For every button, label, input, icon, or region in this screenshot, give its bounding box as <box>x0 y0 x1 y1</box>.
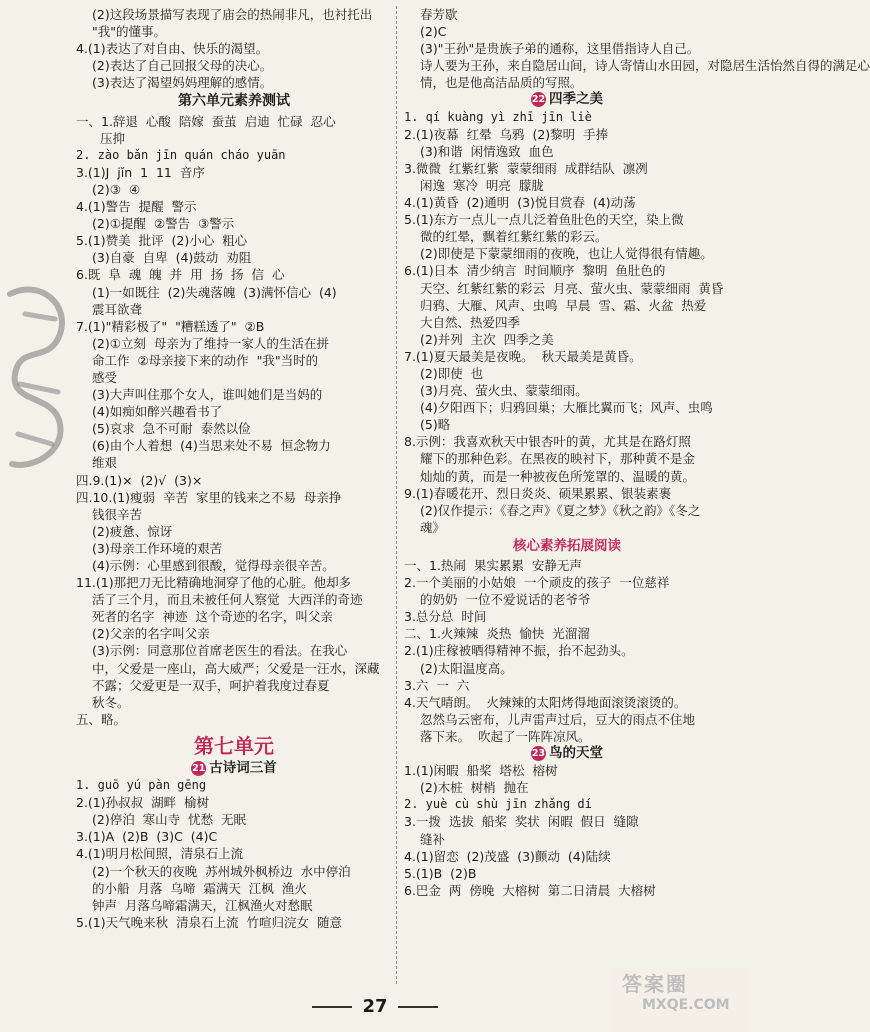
left-answer-line <box>76 694 392 711</box>
lesson-number-badge: 21 <box>192 762 206 774</box>
left-answer-line <box>76 642 392 659</box>
right-answer-line <box>404 745 730 762</box>
line-text: 2.(1)孙叔叔 湖畔 榆树 <box>76 795 210 811</box>
right-answer-line <box>404 608 730 625</box>
line-text: (3)大声叫住那个女人，谁叫她们是当妈的 <box>92 387 323 403</box>
line-text: (1)一如既往 (2)失魂落魄 (3)满怀信心 (4) <box>92 284 337 300</box>
right-answer-line <box>404 882 730 899</box>
line-text: 钟声 月落乌啼霜满天，江枫渔火对愁眠 <box>92 897 313 913</box>
line-text: (2)并列 主次 四季之美 <box>420 331 554 347</box>
line-text: (3)示例：同意那位首席老医生的看法。在我心 <box>92 643 348 659</box>
line-text: 感受 <box>92 369 118 385</box>
watermark-url: MXQE.COM <box>642 997 730 1013</box>
left-answer-line <box>76 147 392 164</box>
line-text: 3.微微 红紫红紫 蒙蒙细雨 成群结队 凛冽 <box>404 160 648 176</box>
right-answer-line <box>404 126 730 143</box>
line-text: 4.(1)黄昏 (2)通明 (3)悦目赏春 (4)动荡 <box>404 195 636 211</box>
line-text: (4)夕阳西下；归鸦回巢；大雁比翼而飞；风声、虫鸣 <box>420 400 713 416</box>
right-answer-line <box>404 711 730 728</box>
line-text: 忽然乌云密布，儿声雷声过后，豆大的雨点不住地 <box>420 711 696 727</box>
right-answer-line <box>404 536 730 557</box>
line-text: 微的红晕，飘着红紫红紫的彩云。 <box>420 229 608 245</box>
stamp-graphic <box>0 274 80 484</box>
right-answer-line <box>404 728 730 745</box>
right-answer-line <box>404 865 730 882</box>
line-text: 第六单元素养测试 <box>178 93 290 110</box>
left-answer-line <box>76 897 392 914</box>
right-answer-line <box>404 74 730 91</box>
line-text: 3.(1)J jǐn 1 11 音序 <box>76 164 205 180</box>
line-text: 7.(1)夏天最美是夜晚。 秋天最美是黄昏。 <box>404 348 642 364</box>
line-text: 6.巴金 两 傍晚 大榕树 第二日清晨 大榕树 <box>404 882 656 898</box>
left-answer-line <box>76 760 392 777</box>
line-text: 秋冬。 <box>92 694 130 710</box>
line-text: 魂》 <box>420 519 446 535</box>
left-answer-line <box>76 301 392 318</box>
left-answer-line <box>76 608 392 625</box>
left-answer-line <box>76 828 392 845</box>
left-answer-line <box>76 591 392 608</box>
right-answer-line <box>404 557 730 574</box>
line-text: 11.(1)那把刀无比精确地洞穿了他的心脏。他却多 <box>76 575 352 591</box>
line-text: 诗人要为王孙，来自隐居山间，诗人寄情山水田园，对隐居生活怡然自得的满足心 <box>420 58 870 74</box>
left-answer-line <box>76 57 392 74</box>
left-answer-line <box>76 181 392 198</box>
line-text: (2)木桩 树梢 抛在 <box>420 780 529 796</box>
line-text: (3)自豪 自卑 (4)鼓动 劝阻 <box>92 250 252 266</box>
line-text: 1. qí kuàng yì zhī jīn liè <box>404 109 592 124</box>
right-answer-line <box>404 416 730 433</box>
line-text: 第七单元 <box>194 733 274 758</box>
line-text: 五、略。 <box>76 711 127 727</box>
left-answer-line <box>76 386 392 403</box>
right-answer-line <box>404 331 730 348</box>
line-text: (2)①立刻 母亲为了维持一家人的生活在拼 <box>92 335 329 351</box>
line-text: 归鸦、大雁、风声、虫鸣 早晨 雪、霜、火盆 热爱 <box>420 297 707 313</box>
right-answer-line <box>404 502 730 519</box>
watermark-name: 答案圈 <box>622 972 688 996</box>
right-answer-line <box>404 694 730 711</box>
right-answer-line <box>404 574 730 591</box>
left-answer-line <box>76 369 392 386</box>
line-text: 核心素养拓展阅读 <box>513 537 621 554</box>
right-answer-line <box>404 143 730 160</box>
left-answer-line <box>76 420 392 437</box>
left-answer-line <box>76 625 392 642</box>
left-answer-line <box>76 540 392 557</box>
left-answer-line <box>76 794 392 811</box>
line-text: 2. zào bǎn jīn quán cháo yuān <box>76 147 286 162</box>
line-text: 天空、红紫红紫的彩云 月亮、萤火虫、蒙蒙细雨 黄昏 <box>420 280 724 296</box>
line-text: 大自然、热爱四季 <box>420 314 521 330</box>
right-answer-line <box>404 23 730 40</box>
line-text: 2.(1)夜幕 红晕 乌鸦 (2)黎明 手捧 <box>404 126 609 142</box>
line-text: 闲逸 寒冷 明亮 朦胧 <box>420 177 544 193</box>
right-answer-line <box>404 280 730 297</box>
left-answer-line <box>76 113 392 130</box>
line-text: 5.(1)东方一点儿一点儿泛着鱼肚色的天空，染上微 <box>404 212 684 228</box>
line-text: 四.10.(1)瘦弱 辛苦 家里的钱来之不易 母亲挣 <box>76 489 342 505</box>
line-text: 7.(1)"精彩极了" "糟糕透了" ②B <box>76 318 265 334</box>
right-answer-line <box>404 433 730 450</box>
line-text: (2)①提醒 ②警告 ③警示 <box>92 216 235 232</box>
line-text: 2. yuè cù shù jīn zhǎng dí <box>404 797 592 812</box>
line-text: 4.(1)表达了对自由、快乐的渴望。 <box>76 41 269 57</box>
left-answer-line <box>76 130 392 147</box>
line-text: 4.(1)警告 提醒 警示 <box>76 199 197 215</box>
line-text: (3)"王孙"是贵族子弟的通称，这里借指诗人自己。 <box>420 41 700 57</box>
left-answer-line <box>76 40 392 57</box>
left-column <box>76 6 392 931</box>
line-text: 四季之美 <box>549 91 603 108</box>
line-text: 5.(1)B (2)B <box>404 865 477 881</box>
left-answer-line <box>76 506 392 523</box>
left-answer-line <box>76 472 392 489</box>
line-text: 3.一拨 选拔 船桨 奖状 闲暇 假日 缝隙 <box>404 814 639 830</box>
right-answer-line <box>404 6 730 23</box>
left-answer-line <box>76 677 392 694</box>
right-answer-line <box>404 642 730 659</box>
right-answer-line <box>404 625 730 642</box>
line-text: 4.天气晴朗。 火辣辣的太阳烤得地面滚烫滚烫的。 <box>404 694 687 710</box>
line-text: (4)如痴如醉兴趣看书了 <box>92 404 223 420</box>
right-answer-line <box>404 262 730 279</box>
left-answer-line <box>76 352 392 369</box>
line-text: "我"的懂事。 <box>92 24 166 40</box>
left-answer-line <box>76 232 392 249</box>
right-answer-line <box>404 382 730 399</box>
line-text: (2)C <box>420 24 447 40</box>
line-text: 4.(1)明月松间照，清泉石上流 <box>76 846 244 862</box>
left-answer-line <box>76 74 392 91</box>
right-answer-line <box>404 591 730 608</box>
line-text: 1.(1)闲暇 船桨 塔松 榕树 <box>404 763 558 779</box>
line-text: (2)疲惫、惊讶 <box>92 523 173 539</box>
line-text: 3.(1)A (2)B (3)C (4)C <box>76 829 218 845</box>
line-text: 维艰 <box>92 455 118 471</box>
right-answer-line <box>404 91 730 108</box>
right-answer-line <box>404 160 730 177</box>
line-text: 1. guō yú pàn gēng <box>76 778 207 793</box>
right-answer-line <box>404 57 870 74</box>
line-text: 5.(1)赞美 批评 (2)小心 粗心 <box>76 233 248 249</box>
right-answer-line <box>404 485 730 502</box>
line-text: (2)表达了自己回报父母的决心。 <box>92 58 273 74</box>
right-answer-line <box>404 848 730 865</box>
right-answer-line <box>404 762 730 779</box>
left-answer-line <box>76 215 392 232</box>
line-text: 情，也是他高洁品质的写照。 <box>420 75 583 91</box>
line-text: 的奶奶 一位不爱说话的老爷爷 <box>420 592 591 608</box>
line-text: 震耳欲聋 <box>92 301 143 317</box>
right-answer-line <box>404 399 730 416</box>
column-divider <box>396 6 397 984</box>
line-text: 四.9.(1)× (2)√ (3)× <box>76 472 203 488</box>
line-text: 一、1.辞退 心酸 陪嫁 蚕茧 启迪 忙碌 忍心 <box>76 113 336 129</box>
line-text: 春芳歇 <box>420 7 458 22</box>
line-text: 6.(1)日本 清少纳言 时间顺序 黎明 鱼肚色的 <box>404 263 666 279</box>
left-answer-line <box>76 845 392 862</box>
left-answer-line <box>76 863 392 880</box>
line-text: (2)停泊 寒山寺 忧愁 无眠 <box>92 812 247 828</box>
lesson-number-badge: 23 <box>531 748 546 760</box>
right-answer-line <box>404 519 730 536</box>
line-text: (3)表达了渴望妈妈理解的感情。 <box>92 75 273 91</box>
left-answer-line <box>76 318 392 335</box>
left-answer-line <box>76 284 392 301</box>
left-answer-line <box>76 23 392 40</box>
left-answer-line <box>76 6 392 23</box>
left-answer-line <box>76 914 392 931</box>
left-answer-line <box>76 454 392 471</box>
left-answer-line <box>76 711 392 728</box>
line-text: (2)即使 也 <box>420 365 484 381</box>
site-watermark <box>612 968 750 1032</box>
line-text: (2)这段场景描写表现了庙会的热闹非凡，也衬托出 <box>92 7 373 22</box>
line-text: (2)③ ④ <box>92 181 141 197</box>
left-answer-line <box>76 335 392 352</box>
right-answer-line <box>404 450 730 467</box>
left-answer-line <box>76 403 392 420</box>
left-answer-line <box>76 728 392 760</box>
line-text: 3.六 一 六 <box>404 677 470 693</box>
line-text: 8.示例：我喜欢秋天中银杏叶的黄，尤其是在路灯照 <box>404 434 691 450</box>
left-answer-line <box>76 489 392 506</box>
right-answer-line <box>404 677 730 694</box>
footer-dash-left <box>312 1006 352 1008</box>
line-text: 古诗词三首 <box>209 759 277 776</box>
line-text: (5)略 <box>420 417 451 433</box>
line-text: 缝补 <box>420 831 446 847</box>
line-text: (2)太阳温度高。 <box>420 660 513 676</box>
right-answer-line <box>404 660 730 677</box>
right-answer-line <box>404 348 730 365</box>
right-answer-line <box>404 314 730 331</box>
left-answer-line <box>76 574 392 591</box>
line-text: 4.(1)留恋 (2)茂盛 (3)颤动 (4)陆续 <box>404 848 611 864</box>
left-answer-line <box>76 523 392 540</box>
left-answer-line <box>76 164 392 181</box>
line-text: (2)即使是下蒙蒙细雨的夜晚，也让人觉得很有情趣。 <box>420 246 713 262</box>
line-text: 不露；父爱更是一双手，呵护着我度过春夏 <box>92 677 330 693</box>
left-answer-line <box>76 660 392 677</box>
line-text: (2)一个秋天的夜晚 苏州城外枫桥边 水中停泊 <box>92 863 351 879</box>
right-answer-line <box>404 779 730 796</box>
right-answer-line <box>404 194 730 211</box>
line-text: (2)父亲的名字叫父亲 <box>92 626 210 642</box>
line-text: 2.一个美丽的小姑娘 一个顽皮的孩子 一位慈祥 <box>404 575 670 591</box>
left-answer-line <box>76 91 392 112</box>
line-text: 活了三个月，而且未被任何人察觉 大西洋的奇迹 <box>92 592 363 608</box>
right-answer-line <box>404 228 730 245</box>
left-answer-line <box>76 557 392 574</box>
line-text: 压抑 <box>92 130 125 146</box>
right-answer-line <box>404 109 730 126</box>
right-answer-line <box>404 177 730 194</box>
right-answer-line <box>404 831 730 848</box>
line-text: 命工作 ②母亲接下来的动作 "我"当时的 <box>92 352 319 368</box>
right-answer-line <box>404 813 730 830</box>
line-text: 6.既 阜 魂 魄 并 用 扬 扬 信 心 <box>76 267 285 283</box>
line-text: 2.(1)庄稼被晒得精神不振，抬不起劲头。 <box>404 643 634 659</box>
line-text: (5)哀求 急不可耐 泰然以俭 <box>92 421 251 437</box>
line-text: (3)母亲工作环境的艰苦 <box>92 540 223 556</box>
left-answer-line <box>76 266 392 283</box>
footer-dash-right <box>398 1006 438 1008</box>
line-text: 的小船 月落 乌啼 霜满天 江枫 渔火 <box>92 880 307 896</box>
line-text: (6)由个人着想 (4)当思来处不易 恒念物力 <box>92 438 331 454</box>
left-answer-line <box>76 249 392 266</box>
left-answer-line <box>76 777 392 794</box>
line-text: 灿灿的黄，而是一种被夜色所笼罩的、温暖的黄。 <box>420 468 696 484</box>
right-answer-line <box>404 365 730 382</box>
left-answer-line <box>76 198 392 215</box>
line-text: 3.总分总 时间 <box>404 609 487 625</box>
right-answer-line <box>404 297 730 314</box>
line-text: (4)示例：心里感到很酸，觉得母亲很辛苦。 <box>92 558 335 573</box>
line-text: (3)和谐 闲情逸致 血色 <box>420 143 554 159</box>
line-text: 落下来。 吹起了一阵阵凉风。 <box>420 728 591 744</box>
right-answer-line <box>404 245 730 262</box>
line-text: 死者的名字 神迹 这个奇迹的名字，叫父亲 <box>92 609 333 625</box>
line-text: (2)仅作提示：《春之声》《夏之梦》《秋之韵》《冬之 <box>420 502 701 518</box>
lesson-number-badge: 22 <box>531 94 546 106</box>
line-text: 钱很辛苦 <box>92 506 143 522</box>
right-answer-line <box>404 40 730 57</box>
line-text: 中，父爱是一座山，高大威严；父爱是一汪水，深藏 <box>92 660 380 676</box>
line-text: 鸟的天堂 <box>549 745 603 762</box>
right-answer-line <box>404 796 730 813</box>
left-answer-line <box>76 811 392 828</box>
line-text: 9.(1)春暖花开、烈日炎炎、硕果累累、银装素裹 <box>404 485 672 501</box>
line-text: 一、1.热闹 果实累累 安静无声 <box>404 558 582 573</box>
right-answer-line <box>404 211 730 228</box>
left-answer-line <box>76 437 392 454</box>
page-number: 27 <box>362 996 388 1017</box>
line-text: (3)月亮、萤火虫、蒙蒙细雨。 <box>420 383 588 399</box>
line-text: 耀下的那种色彩。在黑夜的映衬下，那种黄不是金 <box>420 451 696 467</box>
line-text: 5.(1)天气晚来秋 清泉石上流 竹喧归浣女 随意 <box>76 914 342 930</box>
left-answer-line <box>76 880 392 897</box>
line-text: 二、1.火辣辣 炎热 愉快 光溜溜 <box>404 626 590 642</box>
right-column <box>404 6 870 899</box>
right-answer-line <box>404 468 730 485</box>
